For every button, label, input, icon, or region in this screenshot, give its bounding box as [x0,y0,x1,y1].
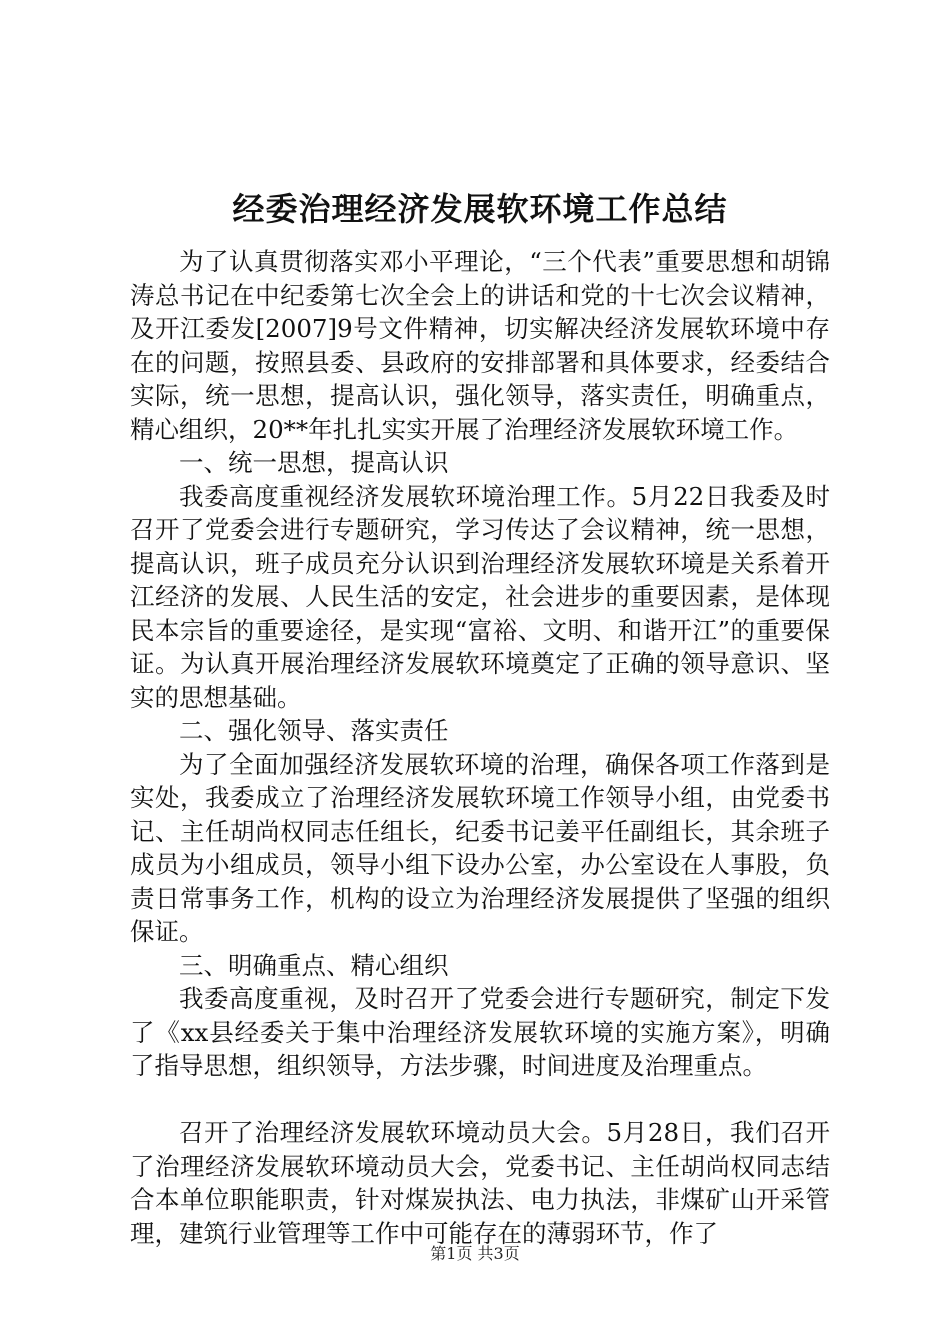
section-3-paragraph-2: 召开了治理经济发展软环境动员大会。5月28日，我们召开了治理经济发展软环境动员大会，党委书记、主任胡尚权同志结合本单位职能职责，针对煤炭执法、电力执法，非煤矿山开采管理，建筑行业管理等工作中可能存在的薄弱环节，作了 [130,1118,830,1248]
section-2-paragraph: 为了全面加强经济发展软环境的治理，确保各项工作落到是实处，我委成立了治理经济发展软环境工作领导小组，由党委书记、主任胡尚权同志任组长，纪委书记姜平任副组长，其余班子成员为小组成员，领导小组下设办公室，办公室设在人事股，负责日常事务工作，机构的设立为治理经济发展提供了坚强的组织保证。 [130,749,830,946]
section-heading-2: 二、强化领导、落实责任 [179,716,449,745]
section-heading-1: 一、统一思想，提高认识 [179,448,449,477]
intro-paragraph: 为了认真贯彻落实邓小平理论，“三个代表”重要思想和胡锦涛总书记在中纪委第七次全会上的讲话和党的十七次会议精神，及开江委发[2007]9号文件精神，切实解决经济发展软环境中存在的问题，按照县委、县政府的安排部署和具体要求，经委结合实际，统一思想，提高认识，强化领导，落实责任，明确重点，精心组织，20**年扎扎实实开展了治理经济发展软环境工作。 [130,247,830,444]
document-page [130,185,830,1250]
page-number: 第1页 共3页 [430,1244,520,1263]
paragraph-spacer [130,1083,830,1117]
section-heading-3: 三、明确重点、精心组织 [179,950,449,980]
section-3-paragraph: 我委高度重视，及时召开了党委会进行专题研究，制定下发了《xx县经委关于集中治理经济发展软环境的实施方案》，明确了指导思想，组织领导，方法步骤，时间进度及治理重点。 [130,984,830,1080]
document-body [130,245,830,1250]
section-1-paragraph: 我委高度重视经济发展软环境治理工作。5月22日我委及时召开了党委会进行专题研究，学习传达了会议精神，统一思想，提高认识，班子成员充分认识到治理经济发展软环境是关系着开江经济的发展、人民生活的安定，社会进步的重要因素，是体现民本宗旨的重要途径，是实现“富裕、文明、和谐开江”的重要保证。为认真开展治理经济发展软环境奠定了正确的领导意识、坚实的思想基础。 [130,481,830,712]
document-title: 经委治理经济发展软环境工作总结 [232,190,728,228]
